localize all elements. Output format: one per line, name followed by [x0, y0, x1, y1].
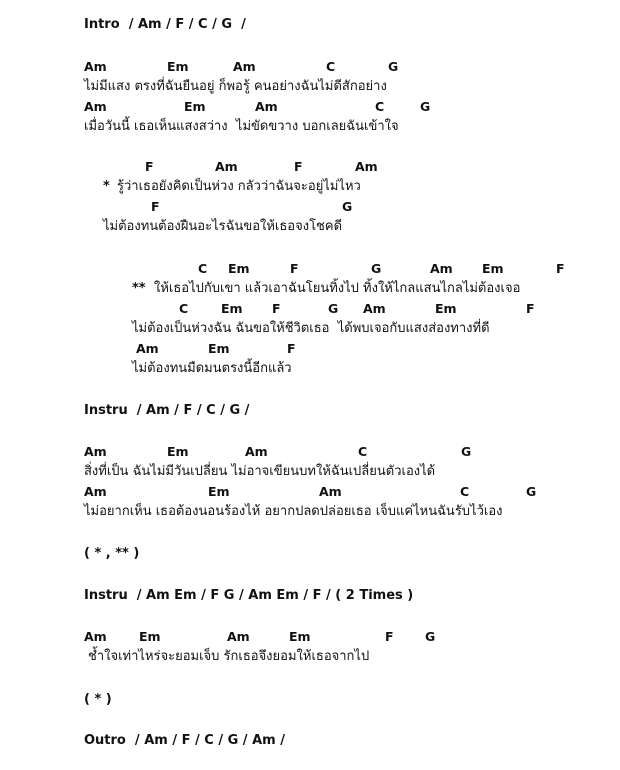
chord: Am: [84, 59, 107, 74]
chord: Am: [84, 484, 107, 499]
chord: G: [425, 629, 436, 644]
chord: F: [145, 159, 154, 174]
lyric-line: ให้เธอไปกับเขา แล้วเอาฉันโยนทิ้งไป ทิ้งให้ไกลแสนไกลไม่ต้องเจอ: [154, 281, 521, 296]
lyric-line: ไม่ต้องทนมืดมนตรงนี้อีกแล้ว: [132, 361, 292, 376]
chord: Am: [215, 159, 238, 174]
chord: F: [294, 159, 303, 174]
chord: G: [342, 199, 353, 214]
intro-section-heading: Intro / Am / F / C / G /: [84, 17, 246, 32]
chord: C: [358, 444, 368, 459]
chord: Am: [84, 629, 107, 644]
repeat-marker: ( * ): [84, 692, 112, 707]
chord: Em: [167, 59, 189, 74]
chord: C: [375, 99, 385, 114]
instrumental-section-heading: Instru / Am Em / F G / Am Em / F / ( 2 Times ): [84, 588, 414, 603]
chord: Em: [208, 484, 230, 499]
chord: Em: [139, 629, 161, 644]
lyric-line: ไม่ต้องเป็นห่วงฉัน ฉันขอให้ชีวิตเธอ ได้พบเจอกับแสงส่องทางที่ดี: [132, 321, 490, 336]
chord: C: [198, 261, 208, 276]
section-marker: *: [103, 179, 110, 194]
chord: Em: [228, 261, 250, 276]
chord: F: [385, 629, 394, 644]
chord: Em: [482, 261, 504, 276]
chord: Am: [255, 99, 278, 114]
lyric-line: ไม่อยากเห็น เธอต้องนอนร้องไห้ อยากปลดปล่อยเธอ เจ็บแค่ไหนฉันรับไว้เอง: [84, 504, 503, 519]
chord: Em: [208, 341, 230, 356]
chord: Am: [84, 99, 107, 114]
chord: F: [290, 261, 299, 276]
chord: G: [526, 484, 537, 499]
chord: F: [151, 199, 160, 214]
chord: Em: [184, 99, 206, 114]
lyric-line: ไม่มีแสง ตรงที่ฉันยืนอยู่ ก็พอรู้ คนอย่างฉันไม่ดีสักอย่าง: [84, 79, 387, 94]
chord: Em: [289, 629, 311, 644]
lyric-line: รู้ว่าเธอยังคิดเป็นห่วง กลัวว่าฉันจะอยู่ไม่ไหว: [117, 179, 361, 194]
chord: G: [388, 59, 399, 74]
chord: Am: [227, 629, 250, 644]
chord: Em: [167, 444, 189, 459]
lyric-line: ไม่ต้องทนต้องฝืนอะไรฉันขอให้เธอจงโชคดี: [103, 219, 343, 234]
outro-section-heading: Outro / Am / F / C / G / Am /: [84, 733, 285, 748]
repeat-marker: ( * , ** ): [84, 546, 140, 561]
chord: Am: [233, 59, 256, 74]
chord: Em: [435, 301, 457, 316]
chord: Am: [245, 444, 268, 459]
chord: G: [420, 99, 431, 114]
chord: Em: [221, 301, 243, 316]
lyric-line: สิ่งที่เป็น ฉันไม่มีวันเปลี่ยน ไม่อาจเขียนบทให้ฉันเปลี่ยนตัวเองได้: [84, 464, 436, 479]
chord: G: [328, 301, 339, 316]
chord: C: [179, 301, 189, 316]
chord: F: [526, 301, 535, 316]
chord: C: [326, 59, 336, 74]
chord: Am: [430, 261, 453, 276]
chord: Am: [136, 341, 159, 356]
chord: Am: [363, 301, 386, 316]
chord: G: [371, 261, 382, 276]
chord: F: [272, 301, 281, 316]
instrumental-section-heading: Instru / Am / F / C / G /: [84, 403, 250, 418]
chord: F: [287, 341, 296, 356]
section-marker: **: [132, 281, 146, 296]
chord: Am: [355, 159, 378, 174]
chord: C: [460, 484, 470, 499]
chord: G: [461, 444, 472, 459]
lyric-line: เมื่อวันนี้ เธอเห็นแสงสว่าง ไม่ขัดขวาง บอกเลยฉันเข้าใจ: [84, 119, 399, 134]
chord: F: [556, 261, 565, 276]
chord: Am: [84, 444, 107, 459]
chord: Am: [319, 484, 342, 499]
lyric-line: ช้ำใจเท่าไหร่จะยอมเจ็บ รักเธอจึงยอมให้เธอจากไป: [88, 649, 370, 664]
